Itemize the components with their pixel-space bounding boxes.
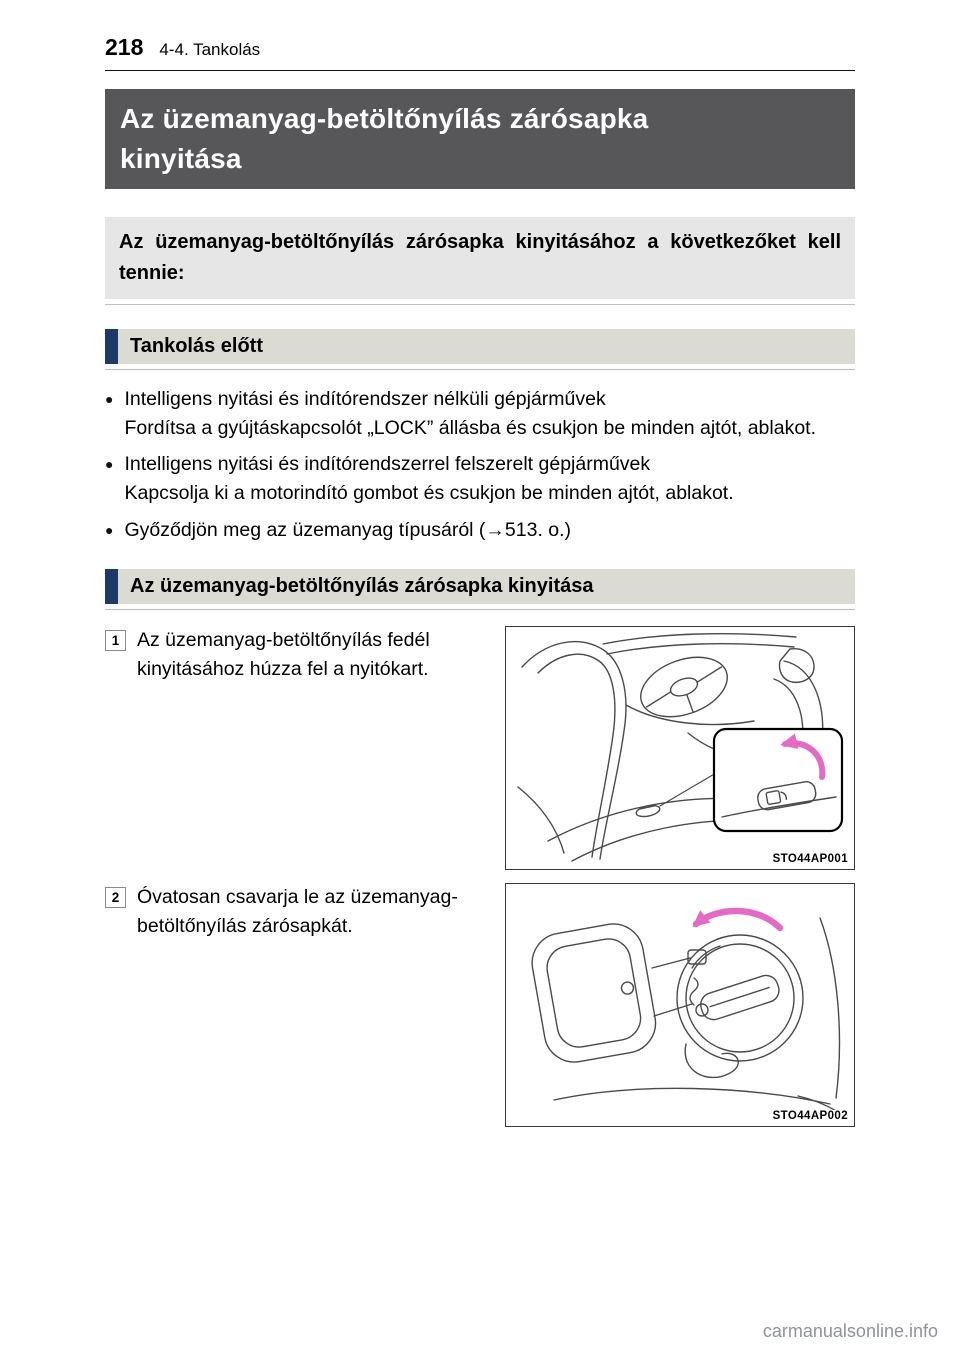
figure-label: STO44AP001 (770, 853, 848, 865)
fuel-cap (677, 935, 803, 1061)
step-1 (105, 626, 855, 870)
before-refueling-list (105, 385, 855, 545)
list-item (105, 385, 855, 444)
chapter-reference: 4-4. Tankolás (159, 40, 261, 59)
bullet-title: Intelligens nyitási és indítórendszerrel felszerelt gépjárművek (124, 453, 651, 475)
section-title: Az üzemanyag-betöltőnyílás zárósapka kinyitása (130, 574, 594, 597)
bullet-title: Győződjön meg az üzemanyag típusáról (→513. o.) (124, 518, 572, 541)
car-interior-illustration (506, 627, 854, 869)
step-text: Az üzemanyag-betöltőnyílás fedél kinyitásához húzza fel a nyitókart. (137, 628, 430, 680)
page-number: 218 (105, 34, 144, 60)
title-line-1: Az üzemanyag-betöltőnyílás zárósapka (120, 103, 649, 134)
lever-inset-callout (714, 729, 842, 831)
unscrew-arrow-icon (696, 911, 780, 928)
section-title: Tankolás előtt (130, 334, 263, 357)
step-text: Óvatosan csavarja le az üzemanyag-betöltőnyílás zárósapkát. (137, 885, 458, 937)
list-item (105, 450, 855, 509)
section-accent-bar (105, 569, 118, 604)
watermark: carmanualsonline.info (762, 1321, 938, 1341)
bullet-title: Intelligens nyitási és indítórendszer nélküli gépjárművek (124, 387, 606, 410)
step-number: 2 (105, 887, 126, 908)
step-2 (105, 883, 855, 1127)
header-divider (105, 70, 855, 71)
figure-label: STO44AP002 (770, 1110, 848, 1122)
page-title (105, 89, 855, 189)
intro-note (105, 217, 855, 299)
section-accent-bar (105, 329, 118, 364)
bullet-icon: ● (105, 390, 114, 407)
bullet-icon: ● (105, 521, 114, 538)
figure-interior-release-lever (505, 626, 855, 870)
release-lever-on-floor (635, 803, 661, 818)
section-header-before-refueling (105, 329, 855, 364)
divider (105, 369, 855, 370)
step-number: 1 (105, 630, 126, 651)
intro-text: Az üzemanyag-betöltőnyílás zárósapka kinyitásához a következőket kell tennie: (119, 230, 841, 284)
bullet-icon: ● (105, 456, 114, 472)
bullet-body: Kapcsolja ki a motorindító gombot és csukjon be minden ajtót, ablakot. (124, 482, 734, 505)
bullet-body: Fordítsa a gyújtáskapcsolót „LOCK” állásba és csukjon be minden ajtót, ablakot. (124, 416, 816, 439)
section-header-opening-cap (105, 569, 855, 604)
page-header (105, 34, 855, 61)
divider (105, 304, 855, 305)
list-item (105, 516, 855, 545)
steering-wheel-icon (632, 646, 735, 728)
fuel-filler-door (527, 919, 660, 1066)
figure-fuel-cap (505, 883, 855, 1127)
title-line-2: kinyitása (120, 142, 242, 174)
fuel-cap-illustration (506, 884, 854, 1126)
steps-container (105, 626, 855, 1127)
divider (105, 609, 855, 610)
